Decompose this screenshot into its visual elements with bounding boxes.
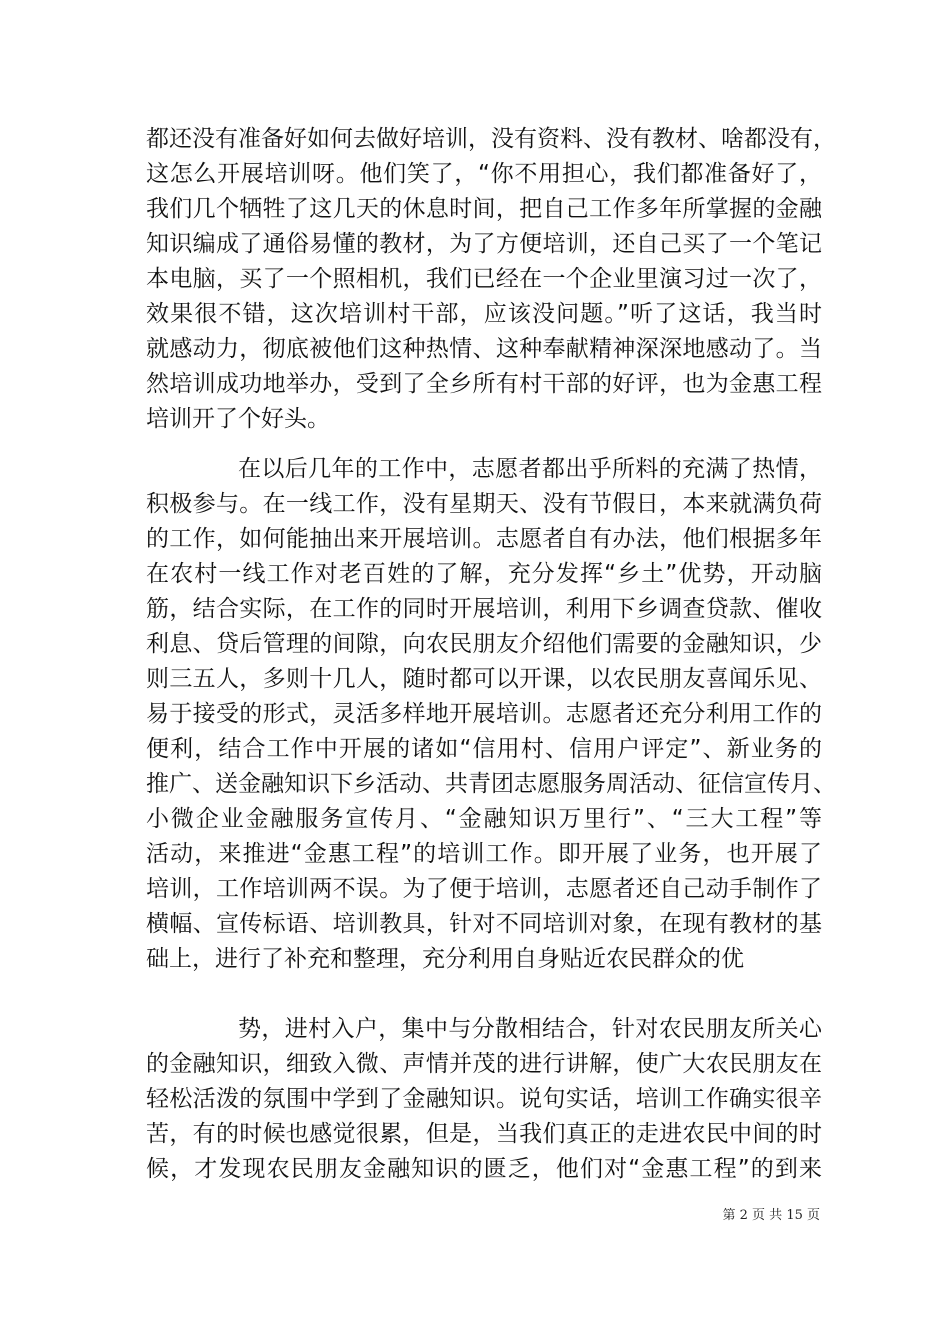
text-line: 的工作，如何能抽出来开展培训。志愿者自有办法，他们根据多年 bbox=[146, 526, 822, 552]
text-line: 在农村一线工作对老百姓的了解，充分发挥“乡土”优势，开动脑 bbox=[146, 561, 822, 587]
text-line: 在以后几年的工作中，志愿者都出乎所料的充满了热情， bbox=[238, 456, 822, 482]
text-line: 候，才发现农民朋友金融知识的匮乏，他们对“金惠工程”的到来 bbox=[146, 1156, 822, 1182]
text-line: 我们几个牺牲了这几天的休息时间，把自己工作多年所掌握的金融 bbox=[146, 196, 822, 222]
paragraph-1 bbox=[146, 122, 836, 437]
text-line: 础上，进行了补充和整理，充分利用自身贴近农民群众的优 bbox=[146, 946, 744, 972]
text-line: 推广、送金融知识下乡活动、共青团志愿服务周活动、征信宣传月、 bbox=[146, 771, 836, 797]
text-line: 轻松活泼的氛围中学到了金融知识。说句实话，培训工作确实很辛 bbox=[146, 1086, 822, 1112]
text-line: 培训，工作培训两不误。为了便于培训，志愿者还自己动手制作了 bbox=[146, 876, 822, 902]
text-line: 这怎么开展培训呀。他们笑了，“你不用担心，我们都准备好了， bbox=[146, 161, 822, 187]
text-line: 筋，结合实际，在工作的同时开展培训，利用下乡调查贷款、催收 bbox=[146, 596, 822, 622]
page-number-footer: 第 2 页 共 15 页 bbox=[722, 1208, 820, 1223]
text-line: 知识编成了通俗易懂的教材，为了方便培训，还自己买了一个笔记 bbox=[146, 231, 822, 257]
text-line: 本电脑，买了一个照相机，我们已经在一个企业里演习过一次了， bbox=[146, 266, 822, 292]
text-line: 都还没有准备好如何去做好培训，没有资料、没有教材、啥都没有， bbox=[146, 126, 836, 152]
text-line: 小微企业金融服务宣传月、“金融知识万里行”、“三大工程”等 bbox=[146, 806, 822, 832]
text-line: 然培训成功地举办，受到了全乡所有村干部的好评，也为金惠工程 bbox=[146, 371, 822, 397]
text-line: 便利，结合工作中开展的诸如“信用村、信用户评定”、新业务的 bbox=[146, 736, 822, 762]
text-line: 积极参与。在一线工作，没有星期天、没有节假日，本来就满负荷 bbox=[146, 491, 822, 517]
text-line: 势，进村入户，集中与分散相结合，针对农民朋友所关心 bbox=[238, 1016, 822, 1042]
text-line: 则三五人，多则十几人，随时都可以开课，以农民朋友喜闻乐见、 bbox=[146, 666, 822, 692]
text-line: 苦，有的时候也感觉很累，但是，当我们真正的走进农民中间的时 bbox=[146, 1121, 822, 1147]
text-line: 效果很不错，这次培训村干部，应该没问题。”听了这话，我当时 bbox=[146, 301, 822, 327]
text-line: 活动，来推进“金惠工程”的培训工作。即开展了业务，也开展了 bbox=[146, 841, 822, 867]
text-line: 就感动力，彻底被他们这种热情、这种奉献精神深深地感动了。当 bbox=[146, 336, 822, 362]
paragraph-3 bbox=[146, 1012, 822, 1187]
text-line: 的金融知识，细致入微、声情并茂的进行讲解，使广大农民朋友在 bbox=[146, 1051, 822, 1077]
text-line: 易于接受的形式，灵活多样地开展培训。志愿者还充分利用工作的 bbox=[146, 701, 822, 727]
text-line: 利息、贷后管理的间隙，向农民朋友介绍他们需要的金融知识，少 bbox=[146, 631, 822, 657]
text-line: 培训开了个好头。 bbox=[146, 406, 330, 432]
text-line: 横幅、宣传标语、培训教具，针对不同培训对象，在现有教材的基 bbox=[146, 911, 822, 937]
paragraph-2 bbox=[146, 452, 836, 977]
